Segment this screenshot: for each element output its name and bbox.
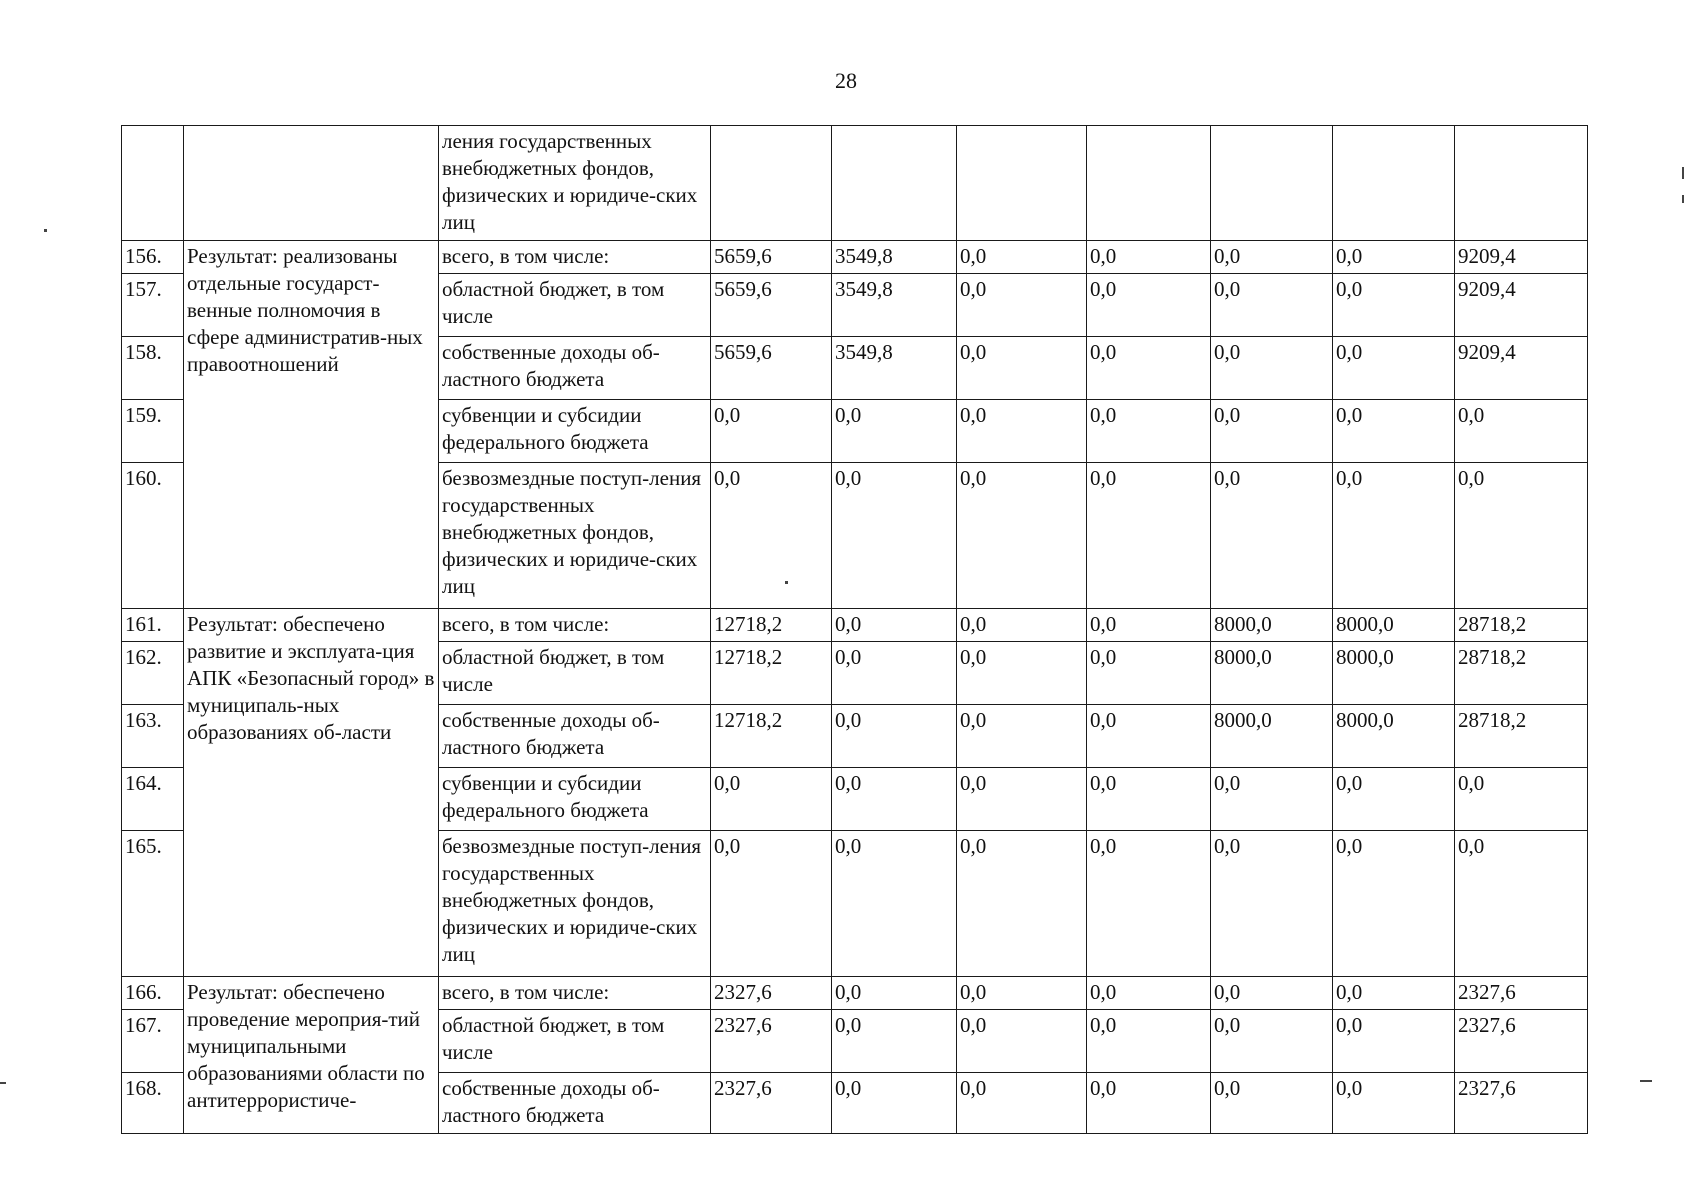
funding-source: безвозмездные поступ-ления государственных внебюджетных фондов, физических и юридиче-ских лиц bbox=[439, 831, 711, 977]
value-cell: 0,0 bbox=[1333, 1010, 1455, 1073]
value-cell: 0,0 bbox=[1087, 609, 1211, 642]
value-cell: 0,0 bbox=[1211, 1073, 1333, 1134]
funding-source: безвозмездные поступ-ления государственных внебюджетных фондов, физических и юридиче-ских лиц bbox=[439, 463, 711, 609]
value-cell: 0,0 bbox=[1211, 400, 1333, 463]
value-cell: 0,0 bbox=[711, 400, 832, 463]
row-number: 164. bbox=[122, 768, 184, 831]
value-cell: 0,0 bbox=[1333, 400, 1455, 463]
value-cell: 0,0 bbox=[1087, 768, 1211, 831]
scan-mark bbox=[1640, 1080, 1652, 1082]
value-cell: 0,0 bbox=[1211, 768, 1333, 831]
value-cell: 0,0 bbox=[1087, 642, 1211, 705]
value-cell: 0,0 bbox=[1087, 977, 1211, 1010]
value-cell: 5659,6 bbox=[711, 274, 832, 337]
value-cell: 0,0 bbox=[832, 609, 957, 642]
value-cell: 8000,0 bbox=[1333, 609, 1455, 642]
value-cell: 0,0 bbox=[711, 463, 832, 609]
value-cell bbox=[1087, 126, 1211, 241]
value-cell: 2327,6 bbox=[1455, 977, 1588, 1010]
row-number: 168. bbox=[122, 1073, 184, 1134]
value-cell: 2327,6 bbox=[711, 1010, 832, 1073]
value-cell: 0,0 bbox=[1333, 1073, 1455, 1134]
funding-source: собственные доходы об-ластного бюджета bbox=[439, 337, 711, 400]
value-cell: 0,0 bbox=[1087, 274, 1211, 337]
value-cell: 2327,6 bbox=[1455, 1010, 1588, 1073]
value-cell: 0,0 bbox=[1087, 1010, 1211, 1073]
value-cell: 0,0 bbox=[1333, 463, 1455, 609]
table-body bbox=[122, 126, 1588, 1134]
funding-source: всего, в том числе: bbox=[439, 609, 711, 642]
value-cell: 0,0 bbox=[957, 241, 1087, 274]
value-cell: 2327,6 bbox=[711, 1073, 832, 1134]
row-number: 162. bbox=[122, 642, 184, 705]
row-number: 163. bbox=[122, 705, 184, 768]
value-cell: 0,0 bbox=[832, 1073, 957, 1134]
value-cell: 0,0 bbox=[832, 705, 957, 768]
value-cell: 8000,0 bbox=[1211, 705, 1333, 768]
funding-source: собственные доходы об-ластного бюджета bbox=[439, 1073, 711, 1134]
value-cell: 0,0 bbox=[1333, 768, 1455, 831]
value-cell: 0,0 bbox=[1211, 274, 1333, 337]
value-cell: 0,0 bbox=[1211, 977, 1333, 1010]
value-cell: 0,0 bbox=[711, 831, 832, 977]
table-row bbox=[122, 977, 1588, 1010]
funding-source: областной бюджет, в том числе bbox=[439, 1010, 711, 1073]
value-cell: 0,0 bbox=[1455, 463, 1588, 609]
value-cell bbox=[1211, 126, 1333, 241]
funding-source: всего, в том числе: bbox=[439, 241, 711, 274]
value-cell bbox=[1455, 126, 1588, 241]
budget-table bbox=[121, 125, 1588, 1134]
scan-mark bbox=[0, 1082, 6, 1084]
value-cell: 0,0 bbox=[1333, 977, 1455, 1010]
value-cell: 0,0 bbox=[957, 463, 1087, 609]
funding-source: собственные доходы об-ластного бюджета bbox=[439, 705, 711, 768]
value-cell: 3549,8 bbox=[832, 241, 957, 274]
row-number: 159. bbox=[122, 400, 184, 463]
value-cell: 28718,2 bbox=[1455, 705, 1588, 768]
value-cell bbox=[711, 126, 832, 241]
value-cell: 0,0 bbox=[957, 337, 1087, 400]
row-number: 165. bbox=[122, 831, 184, 977]
value-cell: 0,0 bbox=[1211, 1010, 1333, 1073]
value-cell: 0,0 bbox=[832, 642, 957, 705]
value-cell: 0,0 bbox=[1087, 1073, 1211, 1134]
funding-source: областной бюджет, в том числе bbox=[439, 274, 711, 337]
value-cell: 0,0 bbox=[832, 400, 957, 463]
value-cell: 0,0 bbox=[957, 400, 1087, 463]
value-cell: 0,0 bbox=[1087, 241, 1211, 274]
funding-source: областной бюджет, в том числе bbox=[439, 642, 711, 705]
value-cell: 3549,8 bbox=[832, 274, 957, 337]
value-cell: 9209,4 bbox=[1455, 274, 1588, 337]
value-cell bbox=[957, 126, 1087, 241]
value-cell: 0,0 bbox=[957, 1010, 1087, 1073]
value-cell: 0,0 bbox=[1455, 768, 1588, 831]
value-cell: 0,0 bbox=[1455, 831, 1588, 977]
value-cell: 0,0 bbox=[1087, 400, 1211, 463]
value-cell: 0,0 bbox=[832, 977, 957, 1010]
value-cell: 9209,4 bbox=[1455, 241, 1588, 274]
scan-mark bbox=[1682, 195, 1684, 203]
value-cell: 2327,6 bbox=[1455, 1073, 1588, 1134]
row-number: 160. bbox=[122, 463, 184, 609]
value-cell: 8000,0 bbox=[1333, 705, 1455, 768]
table-row bbox=[122, 609, 1588, 642]
value-cell: 0,0 bbox=[711, 768, 832, 831]
value-cell: 5659,6 bbox=[711, 241, 832, 274]
row-number: 161. bbox=[122, 609, 184, 642]
value-cell: 0,0 bbox=[1333, 241, 1455, 274]
value-cell: 0,0 bbox=[1211, 463, 1333, 609]
value-cell: 0,0 bbox=[832, 768, 957, 831]
value-cell: 0,0 bbox=[1087, 337, 1211, 400]
scan-mark bbox=[44, 229, 47, 232]
value-cell: 2327,6 bbox=[711, 977, 832, 1010]
result-description: Результат: обеспечено проведение мероприя-тий муниципальными образованиями области по антитеррористиче- bbox=[184, 977, 439, 1134]
value-cell: 12718,2 bbox=[711, 609, 832, 642]
value-cell: 0,0 bbox=[1211, 337, 1333, 400]
scan-mark bbox=[785, 581, 788, 584]
value-cell: 0,0 bbox=[957, 977, 1087, 1010]
value-cell: 0,0 bbox=[1087, 705, 1211, 768]
value-cell bbox=[832, 126, 957, 241]
value-cell: 0,0 bbox=[1087, 463, 1211, 609]
value-cell: 28718,2 bbox=[1455, 609, 1588, 642]
table-row bbox=[122, 241, 1588, 274]
value-cell: 8000,0 bbox=[1333, 642, 1455, 705]
row-number: 166. bbox=[122, 977, 184, 1010]
value-cell: 0,0 bbox=[1333, 831, 1455, 977]
value-cell: 0,0 bbox=[957, 768, 1087, 831]
result-description: Результат: обеспечено развитие и эксплуата-ция АПК «Безопасный город» в муниципаль-ных образованиях об-ласти bbox=[184, 609, 439, 977]
value-cell: 8000,0 bbox=[1211, 609, 1333, 642]
value-cell: 0,0 bbox=[1333, 337, 1455, 400]
value-cell: 28718,2 bbox=[1455, 642, 1588, 705]
result-description bbox=[184, 126, 439, 241]
value-cell: 3549,8 bbox=[832, 337, 957, 400]
funding-source: субвенции и субсидии федерального бюджета bbox=[439, 400, 711, 463]
row-number: 157. bbox=[122, 274, 184, 337]
value-cell: 0,0 bbox=[1087, 831, 1211, 977]
value-cell: 0,0 bbox=[1211, 831, 1333, 977]
funding-source: ления государственных внебюджетных фондов, физических и юридиче-ских лиц bbox=[439, 126, 711, 241]
value-cell: 12718,2 bbox=[711, 705, 832, 768]
funding-source: субвенции и субсидии федерального бюджета bbox=[439, 768, 711, 831]
value-cell: 0,0 bbox=[957, 705, 1087, 768]
value-cell: 0,0 bbox=[957, 609, 1087, 642]
page-number: 28 bbox=[835, 68, 857, 93]
row-number: 156. bbox=[122, 241, 184, 274]
scan-mark bbox=[1682, 167, 1684, 179]
value-cell: 12718,2 bbox=[711, 642, 832, 705]
value-cell: 0,0 bbox=[957, 1073, 1087, 1134]
value-cell: 0,0 bbox=[832, 463, 957, 609]
value-cell: 0,0 bbox=[832, 831, 957, 977]
value-cell: 5659,6 bbox=[711, 337, 832, 400]
value-cell: 0,0 bbox=[832, 1010, 957, 1073]
value-cell: 0,0 bbox=[1333, 274, 1455, 337]
result-description: Результат: реализованы отдельные государст-венные полномочия в сфере административ-ных правоотношений bbox=[184, 241, 439, 609]
row-number: 158. bbox=[122, 337, 184, 400]
value-cell: 0,0 bbox=[957, 642, 1087, 705]
value-cell: 8000,0 bbox=[1211, 642, 1333, 705]
row-number: 167. bbox=[122, 1010, 184, 1073]
value-cell: 0,0 bbox=[957, 274, 1087, 337]
table-row-continued bbox=[122, 126, 1588, 241]
value-cell: 0,0 bbox=[1455, 400, 1588, 463]
value-cell bbox=[1333, 126, 1455, 241]
value-cell: 0,0 bbox=[1211, 241, 1333, 274]
value-cell: 9209,4 bbox=[1455, 337, 1588, 400]
funding-source: всего, в том числе: bbox=[439, 977, 711, 1010]
row-number bbox=[122, 126, 184, 241]
value-cell: 0,0 bbox=[957, 831, 1087, 977]
